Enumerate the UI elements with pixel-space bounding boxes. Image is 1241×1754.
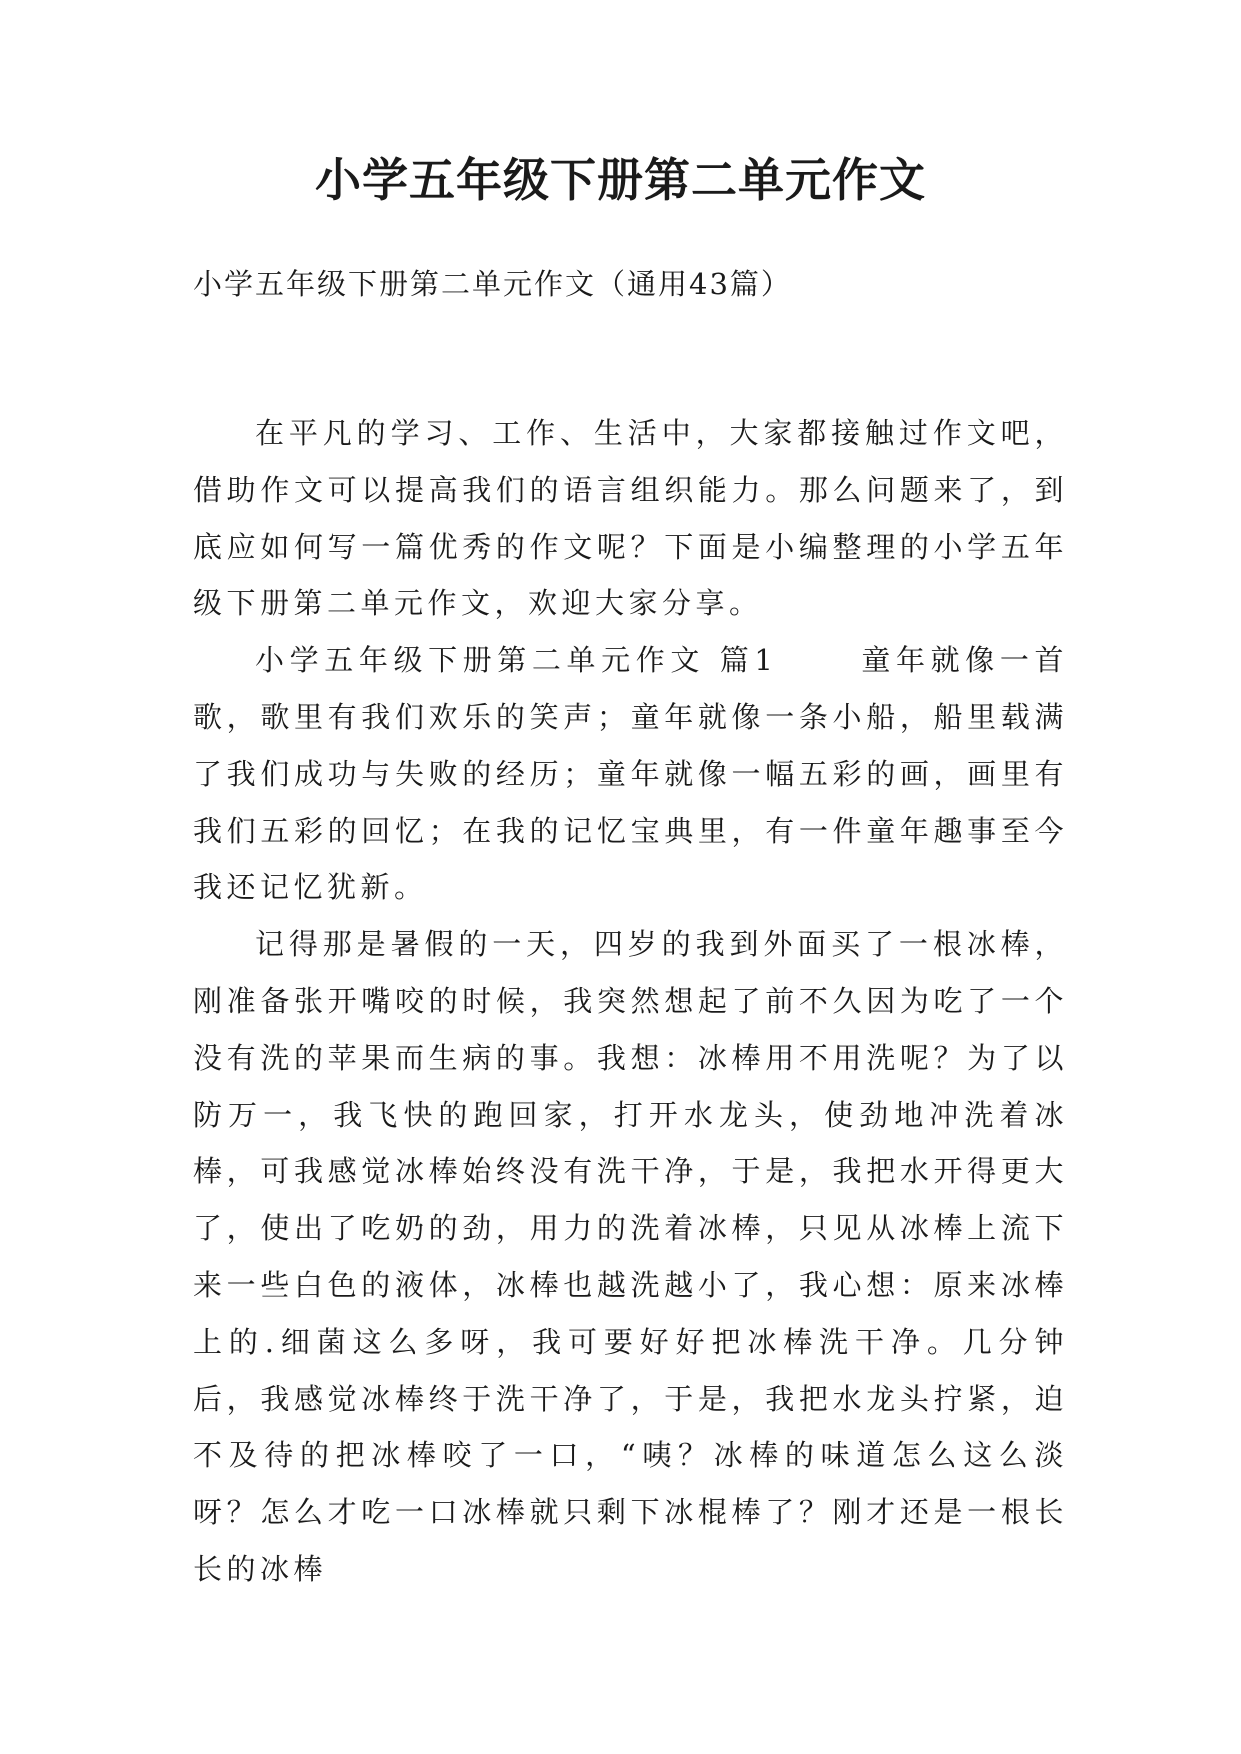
intro-paragraph: 在平凡的学习、工作、生活中，大家都接触过作文吧，借助作文可以提高我们的语言组织能力。那么问题来了，到底应如何写一篇优秀的作文呢？下面是小编整理的小学五年级下册第二单元作文，欢迎大家分享。 [193, 416, 1068, 621]
essay-1-story-paragraph: 记得那是暑假的一天，四岁的我到外面买了一根冰棒，刚准备张开嘴咬的时候，我突然想起了前不久因为吃了一个没有洗的苹果而生病的事。我想：冰棒用不用洗呢？为了以防万一，我飞快的跑回家，打开水龙头，使劲地冲洗着冰棒，可我感觉冰棒始终没有洗干净，于是，我把水开得更大了，使出了吃奶的劲，用力的洗着冰棒，只见从冰棒上流下来一些白色的液体，冰棒也越洗越小了，我心想：原来冰棒上的.细菌这么多呀，我可要好好把冰棒洗干净。几分钟后，我感觉冰棒终于洗干净了，于是，我把水龙头拧紧，迫不及待的把冰棒咬了一口，“咦？冰棒的味道怎么这么淡呀？怎么才吃一口冰棒就只剩下冰棍棒了？刚才还是一根长长的冰棒 [193, 927, 1068, 1586]
document-title: 小学五年级下册第二单元作文 [315, 153, 926, 207]
document-body [193, 405, 1068, 1598]
essay-1-opening-paragraph: 小学五年级下册第二单元作文 篇1 童年就像一首歌，歌里有我们欢乐的笑声；童年就像一条小船，船里载满了我们成功与失败的经历；童年就像一幅五彩的画，画里有我们五彩的回忆；在我的记忆宝典里，有一件童年趣事至今我还记忆犹新。 [193, 643, 1068, 905]
document-subtitle: 小学五年级下册第二单元作文（通用43篇） [193, 267, 792, 301]
